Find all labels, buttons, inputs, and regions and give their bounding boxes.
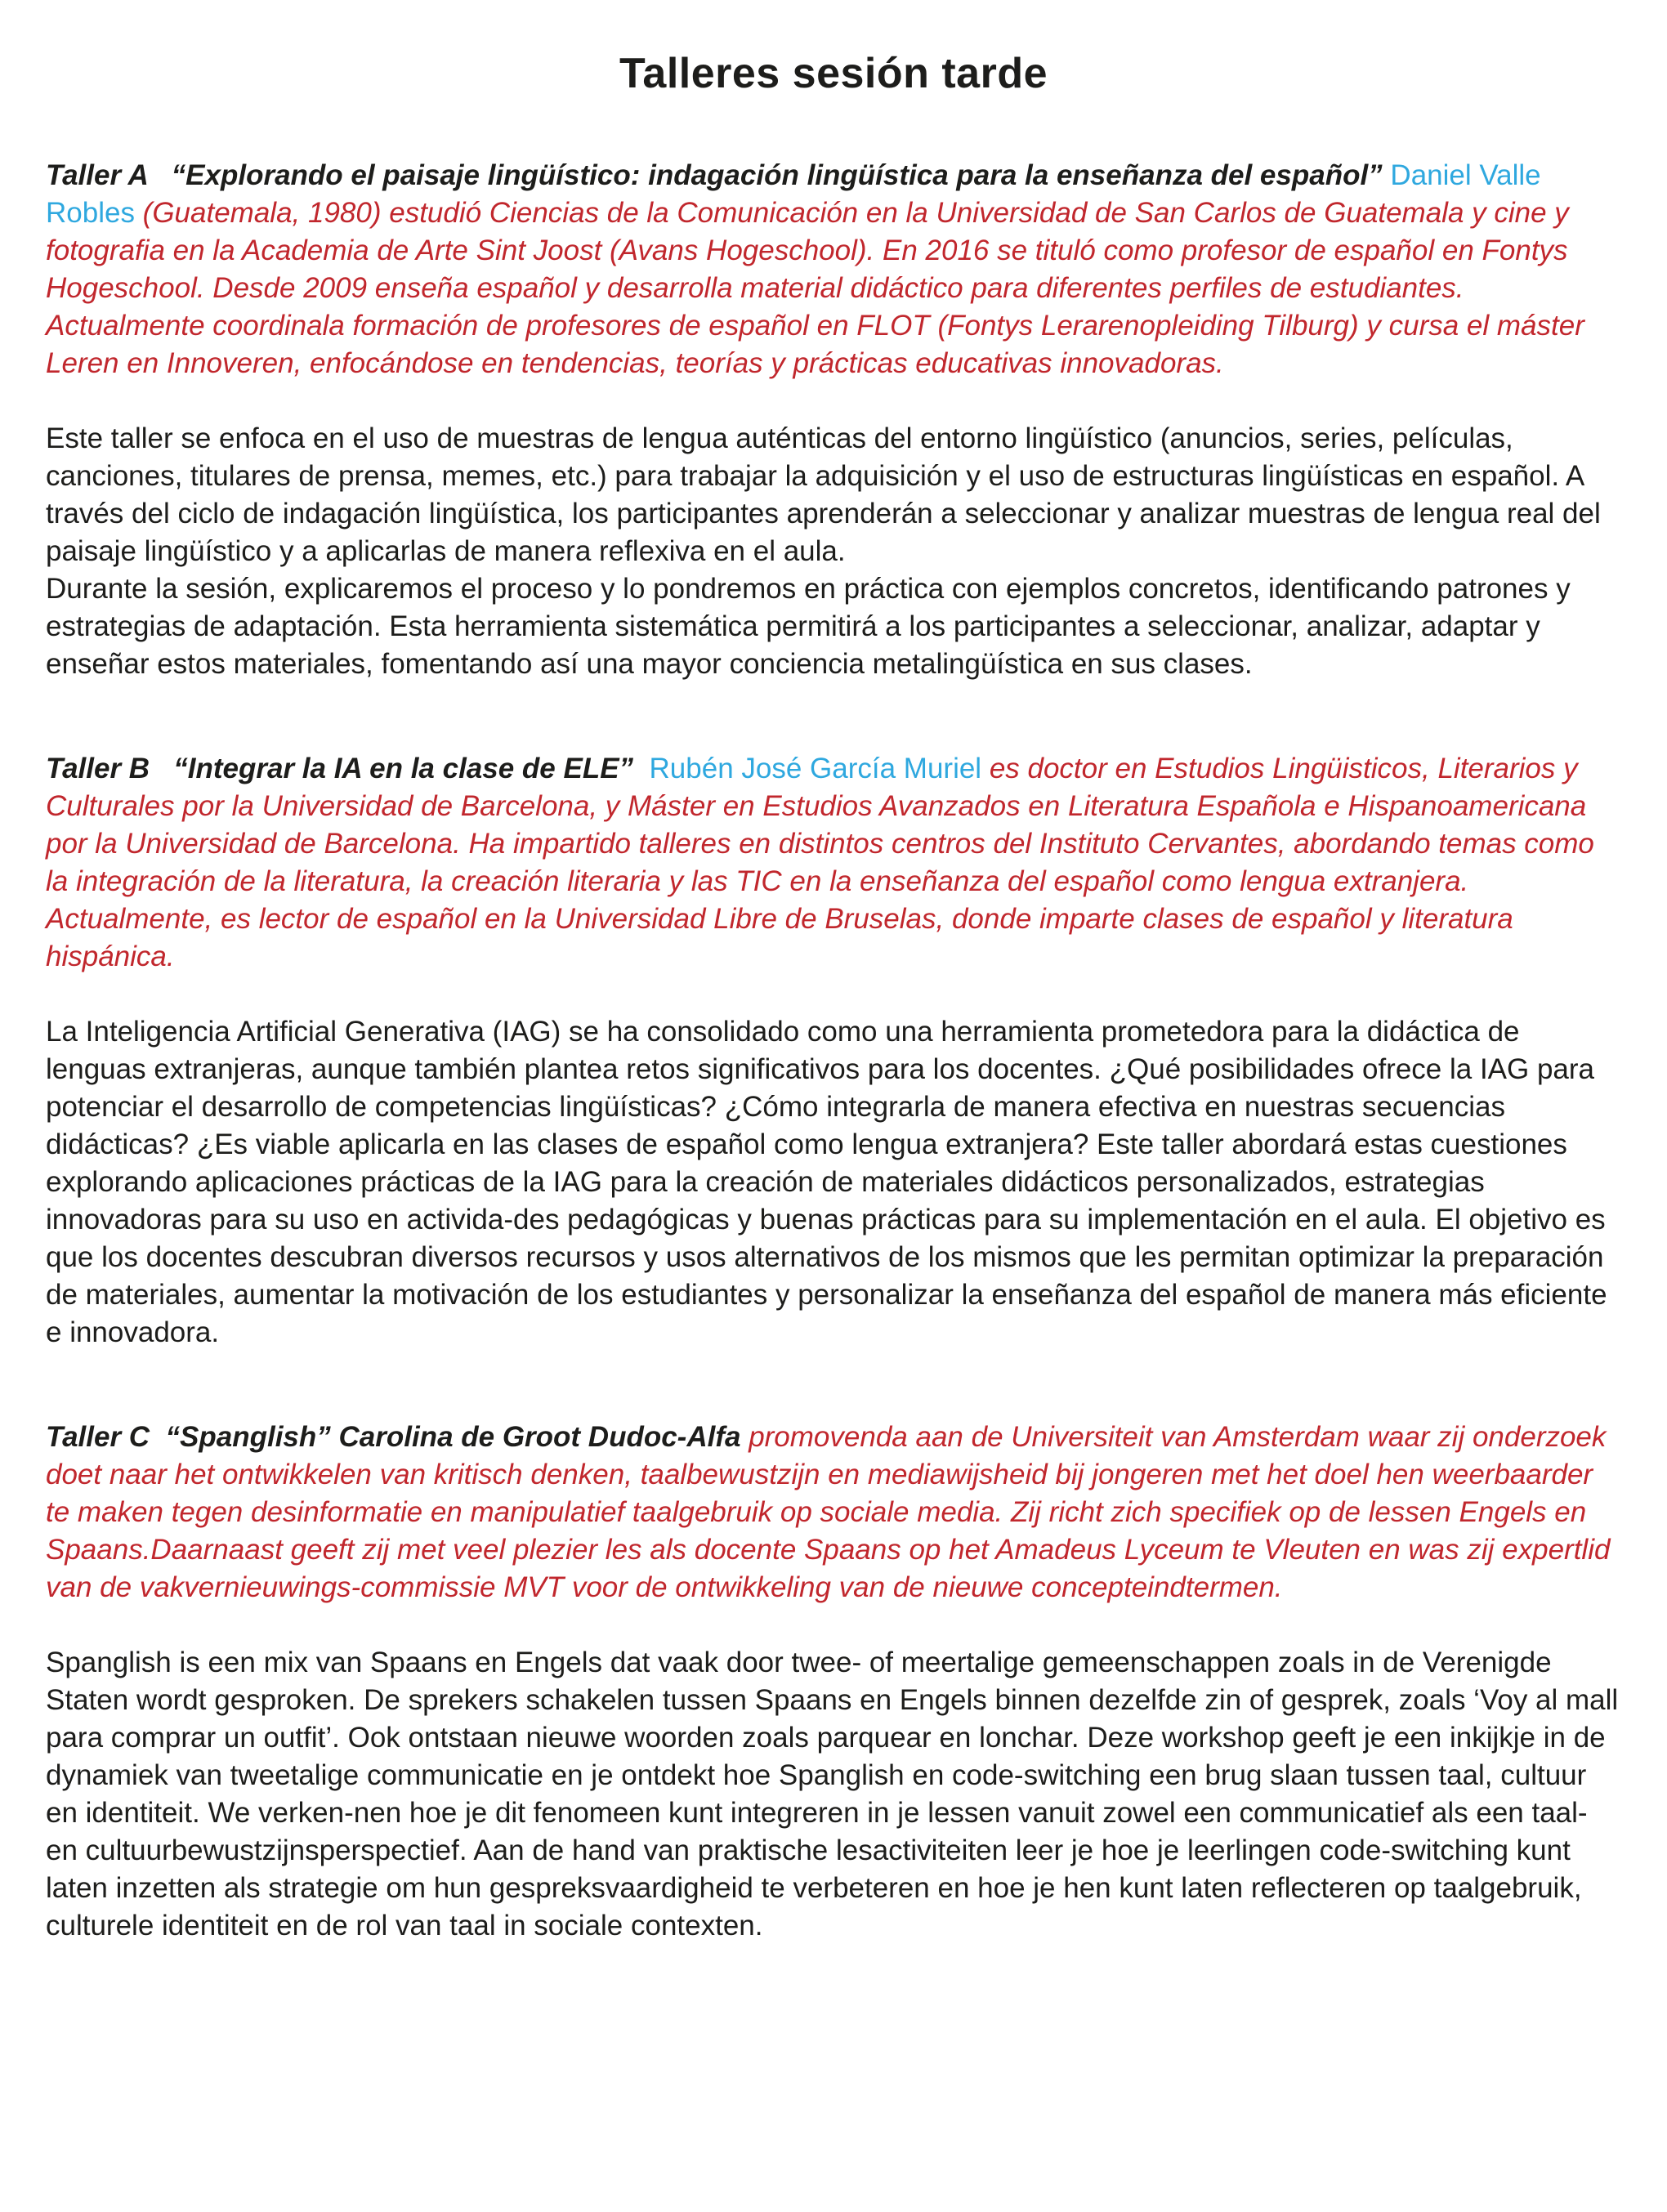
workshop-header-taller-a xyxy=(46,157,1621,382)
workshop-title: Taller C “Spanglish” Carolina de Groot Dudoc-Alfa xyxy=(46,1421,749,1453)
workshop-section-taller-a xyxy=(46,157,1621,683)
workshop-header-taller-c xyxy=(46,1419,1621,1606)
workshop-section-taller-b xyxy=(46,750,1621,1352)
workshop-description-taller-a xyxy=(46,420,1621,683)
workshop-title: Taller A “Explorando el paisaje lingüístico: indagación lingüística para la enseñanza del español” xyxy=(46,159,1391,191)
speaker-bio: es doctor en Estudios Lingüisticos, Literarios y Culturales por la Universidad de Barcelona, y Máster en Estudios Avanzados en Literatura Española e Hispanoamericana por la Universidad de Barcelona. Ha impartido talleres en distintos centros del Instituto Cervantes, abordando temas como la integración de la literatura, la creación literaria y las TIC en la enseñanza del español como lengua extranjera. Actualmente, es lector de español en la Universidad Libre de Bruselas, donde imparte clases de español y literatura hispánica. xyxy=(46,753,1602,972)
workshop-title: Taller B “Integrar la IA en la clase de ELE” xyxy=(46,753,650,784)
workshop-description-taller-b xyxy=(46,1013,1621,1352)
speaker-bio: promovenda aan de Universiteit van Amsterdam waar zij onderzoek doet naar het ontwikkelen van kritisch denken, taalbewustzijn en mediawijsheid bij jongeren met het doel hen weerbaarder te maken tegen desinformatie en manipulatief taalgebruik op sociale media. Zij richt zich specifiek op de lessen Engels en Spaans.Daarnaast geeft zij met veel plezier les als docente Spaans op het Amadeus Lyceum te Vleuten en was zij expertlid van de vakvernieuwings-commissie MVT voor de ontwikkeling van de nieuwe concepteindtermen. xyxy=(46,1421,1619,1603)
description-paragraph: Spanglish is een mix van Spaans en Engels dat vaak door twee- of meertalige gemeenschappen zoals in de Verenigde Staten wordt gesproken. De sprekers schakelen tussen Spaans en Engels binnen dezelfde zin of gesprek, zoals ‘Voy al mall para comprar un outfit’. Ook ontstaan nieuwe woorden zoals parquear en lonchar. Deze workshop geeft je een inkijkje in de dynamiek van tweetalige communicatie en je ontdekt hoe Spanglish en code-switching een brug slaan tussen taal, cultuur en identiteit. We verken-nen hoe je dit fenomeen kunt integreren in je lessen vanuit zowel een communicatief als een taal- en cultuurbewustzijnsperspectief. Aan de hand van praktische lesactiviteiten leer je hoe je leerlingen code-switching kunt laten inzetten als strategie om hun gespreksvaardigheid te verbeteren en hoe je hen kunt laten reflecteren op taalgebruik, culturele identiteit en de rol van taal in sociale contexten. xyxy=(46,1647,1619,1942)
speaker-name: Daniel Valle Robles xyxy=(46,159,1549,229)
page-title: Talleres sesión tarde xyxy=(619,50,1048,97)
speaker-name: Rubén José García Muriel xyxy=(649,753,990,784)
speaker-bio: (Guatemala, 1980) estudió Ciencias de la Comunicación en la Universidad de San Carlos de Guatemala y cine y fotografia en la Academia de Arte Sint Joost (Avans Hogeschool). En 2016 se tituló como profesor de español en Fontys Hogeschool. Desde 2009 enseña español y desarrolla material didáctico para diferentes perfiles de estudiantes. Actualmente coordinala formación de profesores de español en FLOT (Fontys Lerarenopleiding Tilburg) y cursa el máster Leren en Innoveren, enfocándose en tendencias, teorías y prácticas educativas innovadoras. xyxy=(46,197,1593,379)
description-paragraph: Durante la sesión, explicaremos el proceso y lo pondremos en práctica con ejemplos concretos, identificando patrones y estrategias de adaptación. Esta herramienta sistemática permitirá a los participantes a seleccionar, analizar, adaptar y enseñar estos materiales, fomentando así una mayor conciencia metalingüística en sus clases. xyxy=(46,573,1571,680)
workshop-header-taller-b xyxy=(46,750,1621,976)
description-paragraph: Este taller se enfoca en el uso de muestras de lengua auténticas del entorno lingüístico (anuncios, series, películas, canciones, titulares de prensa, memes, etc.) para trabajar la adquisición y el uso de estructuras lingüísticas en español. A través del ciclo de indagación lingüística, los participantes aprenderán a seleccionar y analizar muestras de lengua real del paisaje lingüístico y a aplicarlas de manera reflexiva en el aula. xyxy=(46,422,1601,567)
workshop-section-taller-c xyxy=(46,1419,1621,1945)
workshop-description-taller-c xyxy=(46,1644,1621,1945)
description-paragraph: La Inteligencia Artificial Generativa (IAG) se ha consolidado como una herramienta prometedora para la didáctica de lenguas extranjeras, aunque también plantea retos significativos para los docentes. ¿Qué posibilidades ofrece la IAG para potenciar el desarrollo de competencias lingüísticas? ¿Cómo integrarla de manera efectiva en nuestras secuencias didácticas? ¿Es viable aplicarla en las clases de español como lengua extranjera? Este taller abordará estas cuestiones explorando aplicaciones prácticas de la IAG para la creación de materiales didácticos personalizados, estrategias innovadoras para su uso en activida-des pedagógicas y buenas prácticas para su implementación en el aula. El objetivo es que los docentes descubran diversos recursos y usos alternativos de los mismos que les permitan optimizar la preparación de materiales, aumentar la motivación de los estudiantes y personalizar la enseñanza del español de manera más eficiente e innovadora. xyxy=(46,1016,1607,1348)
